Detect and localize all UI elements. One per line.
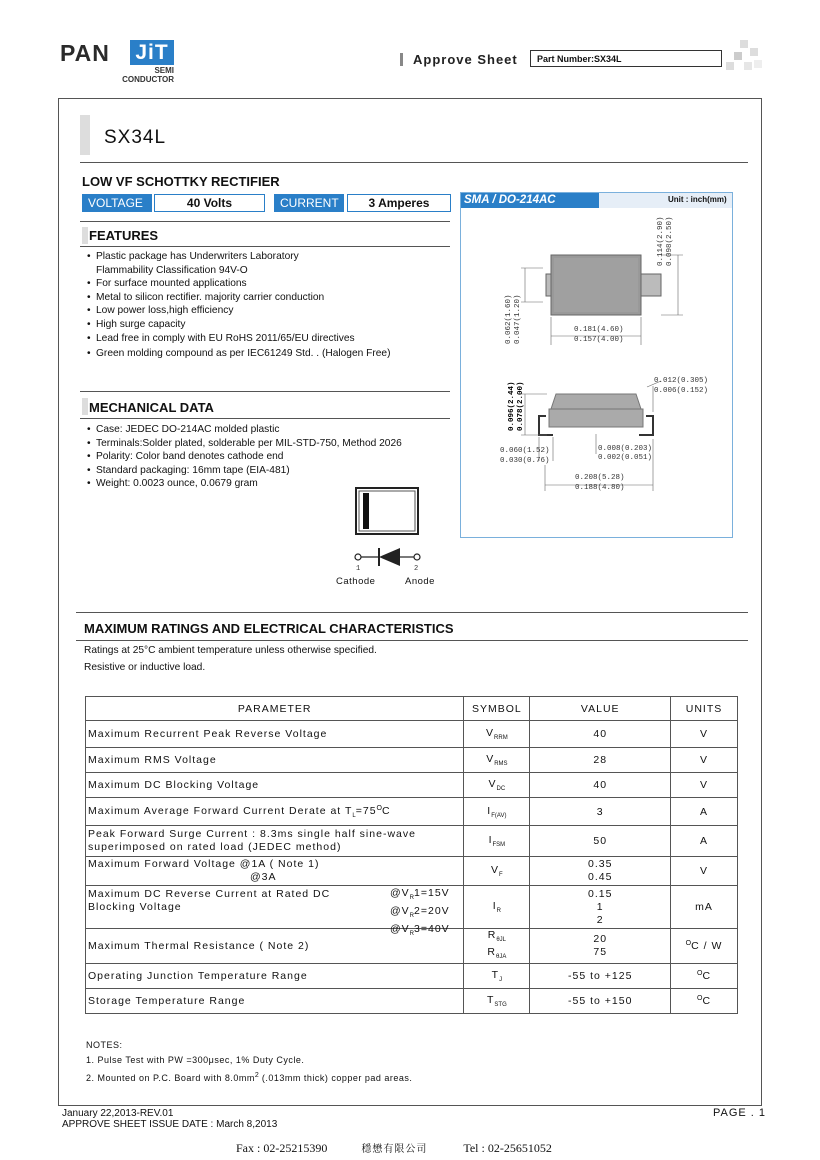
value-cell: 0.35 0.45: [530, 857, 671, 886]
revision-date: January 22,2013-REV.01: [62, 1108, 174, 1119]
value-cell: -55 to +125: [530, 964, 671, 989]
dim-body-length-min: 0.157(4.00): [574, 336, 624, 344]
unit-cell: A: [671, 826, 738, 857]
feature-item: • Lead free in comply with EU RoHS 2011/65/EU directives: [86, 332, 456, 346]
features-rule-top: [80, 221, 450, 222]
value-cell: 50: [530, 826, 671, 857]
param-cell: Maximum RMS Voltage: [86, 748, 464, 773]
header-symbol: SYMBOL: [464, 697, 530, 721]
dim-lead-width-min: 0.047(1.20): [514, 294, 522, 344]
pin1-label: 1: [356, 565, 361, 573]
value-cell: 0.15 1 2: [530, 886, 671, 929]
table-row: [86, 773, 738, 798]
ratings-rule: [76, 640, 748, 641]
note-2: 2. Mounted on P.C. Board with $8.0mm^2$ (.013mm thick) copper pad areas.: [86, 1072, 413, 1083]
page-number: PAGE . 1: [713, 1107, 767, 1119]
mechanical-item: • Weight: 0.0023 ounce, 0.0679 gram: [86, 477, 456, 491]
unit-cell: V: [671, 773, 738, 798]
ratings-rule-top: [76, 612, 748, 613]
dim-total-length-min: 0.188(4.80): [575, 484, 625, 492]
table-row: [86, 886, 738, 929]
mechanical-title: MECHANICAL DATA: [89, 400, 214, 415]
dim-standoff-min: 0.002(0.051): [598, 454, 653, 462]
dim-side-height-max: 0.096(2.44): [508, 381, 516, 431]
value-cell: 20 75: [530, 929, 671, 964]
voltage-label: VOLTAGE: [82, 194, 152, 212]
logo-jit: JiT: [130, 40, 174, 65]
product-name: SX34L: [104, 127, 167, 148]
mechanical-list: [86, 423, 456, 491]
unit-cell: $^O$C: [671, 989, 738, 1014]
current-label: CURRENT: [274, 194, 344, 212]
symbol-cell: $R_{\theta JL}$ $R_{\theta JA}$: [464, 929, 530, 964]
param-cell: Maximum Recurrent Peak Reverse Voltage: [86, 721, 464, 748]
mechanical-item: • Standard packaging: 16mm tape (EIA-481): [86, 464, 456, 478]
mechanical-item: • Polarity: Color band denotes cathode end: [86, 450, 456, 464]
symbol-cell: $T_J$: [464, 964, 530, 989]
contact-line: [236, 1140, 552, 1156]
header-parameter: PARAMETER: [86, 697, 464, 721]
symbol-cell: $T_{STG}$: [464, 989, 530, 1014]
tel-number: Tel : 02-25651052: [463, 1141, 552, 1155]
dim-top-height-min: 0.098(2.50): [666, 216, 674, 266]
voltage-value: 40 Volts: [154, 194, 265, 212]
feature-item: • Metal to silicon rectifier. majority carrier conduction: [86, 291, 456, 305]
param-cell: Maximum DC Blocking Voltage: [86, 773, 464, 798]
title-marker: [80, 115, 90, 155]
value-cell: 40: [530, 721, 671, 748]
features-list: [86, 250, 456, 361]
anode-label: Anode: [405, 576, 435, 587]
header-value: VALUE: [530, 697, 671, 721]
cathode-label: Cathode: [336, 576, 376, 587]
param-cell: Maximum DC Reverse Current at Rated DC Blocking Voltage $@V_R1=15V$ $@V_R2=20V$ $@V_R3=40V$: [86, 886, 464, 929]
param-cell: Maximum Average Forward Current Derate at $T_L=75^OC$: [86, 798, 464, 826]
unit-cell: $^O$C: [671, 964, 738, 989]
features-title: FEATURES: [89, 228, 159, 243]
value-cell: 40: [530, 773, 671, 798]
feature-item: • High surge capacity: [86, 318, 456, 332]
unit-cell: V: [671, 721, 738, 748]
dim-standoff-max: 0.008(0.203): [598, 445, 653, 453]
header-units: UNITS: [671, 697, 738, 721]
dim-lead-thick-max: 0.012(0.305): [654, 377, 709, 385]
company-name: 穩懋有限公司: [361, 1144, 428, 1155]
fax-number: Fax : 02-25215390: [236, 1141, 328, 1155]
symbol-cell: $V_{RMS}$: [464, 748, 530, 773]
dim-side-height-min: 0.078(2.00): [517, 381, 525, 431]
features-rule: [80, 246, 450, 247]
param-cell: Storage Temperature Range: [86, 989, 464, 1014]
dim-total-length-max: 0.208(5.28): [575, 474, 625, 482]
dim-lead-width-max: 0.062(1.60): [505, 294, 513, 344]
table-row: [86, 857, 738, 886]
value-cell: 28: [530, 748, 671, 773]
symbol-cell: $I_{FSM}$: [464, 826, 530, 857]
ratings-note-2: Resistive or inductive load.: [84, 662, 206, 673]
feature-item: • For surface mounted applications: [86, 277, 456, 291]
symbol-cell: $I_{F(AV)}$: [464, 798, 530, 826]
dim-lead-thick-min: 0.006(0.152): [654, 387, 709, 395]
table-row: [86, 964, 738, 989]
feature-item: • Green molding compound as per IEC61249 Std. . (Halogen Free): [86, 347, 456, 361]
pin2-label: 2: [414, 565, 419, 573]
mechanical-item: • Case: JEDEC DO-214AC molded plastic: [86, 423, 456, 437]
dim-foot-min: 0.030(0.76): [500, 457, 550, 465]
logo-sub-conductor: CONDUCTOR: [122, 75, 174, 84]
mechanical-marker: [82, 398, 88, 415]
package-tag: SMA / DO-214AC: [461, 193, 599, 208]
value-cell: 3: [530, 798, 671, 826]
issue-date: APPROVE SHEET ISSUE DATE : March 8,2013: [62, 1119, 278, 1130]
symbol-cell: $V_{RRM}$: [464, 721, 530, 748]
param-cell: Maximum Forward Voltage @1A ( Note 1) @3A: [86, 857, 464, 886]
features-marker: [82, 227, 88, 244]
product-subtitle: LOW VF SCHOTTKY RECTIFIER: [82, 174, 280, 189]
feature-item: Flammability Classification 94V-O: [96, 264, 248, 276]
dim-foot-max: 0.060(1.52): [500, 447, 550, 455]
mechanical-rule-top: [80, 391, 450, 392]
unit-cell: mA: [671, 886, 738, 929]
ratings-title: MAXIMUM RATINGS AND ELECTRICAL CHARACTERISTICS: [84, 621, 454, 636]
unit-cell: A: [671, 798, 738, 826]
footer-dates: [62, 1108, 277, 1130]
param-cell: Maximum Thermal Resistance ( Note 2): [86, 929, 464, 964]
current-value: 3 Amperes: [347, 194, 451, 212]
unit-cell: $^O$C / W: [671, 929, 738, 964]
ratings-table: [85, 696, 738, 1014]
header-decoration: [726, 40, 762, 76]
part-number-box: Part Number:SX34L: [530, 50, 722, 67]
notes: [86, 1038, 412, 1086]
dim-body-length-max: 0.181(4.60): [574, 326, 624, 334]
package-unit: Unit : inch(mm): [668, 195, 727, 204]
symbol-cell: $I_R$: [464, 886, 530, 929]
feature-item: • Plastic package has Underwriters Laboratory: [86, 250, 456, 264]
logo-pan: PAN: [60, 40, 110, 66]
notes-title: NOTES:: [86, 1040, 123, 1050]
table-header-row: [86, 697, 738, 721]
diode-symbol-icon: [352, 545, 422, 570]
param-cell: Operating Junction Temperature Range: [86, 964, 464, 989]
dim-top-height-max: 0.114(2.90): [657, 216, 665, 266]
feature-item: • Low power loss,high efficiency: [86, 304, 456, 318]
table-row: [86, 826, 738, 857]
note-1: 1. Pulse Test with PW =300μsec, 1% Duty Cycle.: [86, 1055, 305, 1065]
symbol-cell: $V_F$: [464, 857, 530, 886]
table-row: [86, 798, 738, 826]
table-row: [86, 748, 738, 773]
mechanical-item: • Terminals:Solder plated, solderable per MIL-STD-750, Method 2026: [86, 437, 456, 451]
title-rule: [80, 162, 748, 163]
value-cell: -55 to +150: [530, 989, 671, 1014]
unit-cell: V: [671, 748, 738, 773]
ratings-note-1: Ratings at 25°C ambient temperature unless otherwise specified.: [84, 645, 377, 656]
logo-sub-semi: SEMI: [154, 66, 174, 75]
unit-cell: V: [671, 857, 738, 886]
symbol-cell: $V_{DC}$: [464, 773, 530, 798]
table-row: [86, 721, 738, 748]
mechanical-rule: [80, 418, 450, 419]
logo-subtitle: [121, 66, 174, 84]
table-row: [86, 989, 738, 1014]
param-cell: Peak Forward Surge Current : 8.3ms single half sine-wave superimposed on rated load (JEDEC method): [86, 826, 464, 857]
diode-body-icon: [355, 487, 420, 537]
title-bar-marker: [400, 53, 403, 66]
sheet-title: Approve Sheet: [413, 52, 518, 67]
